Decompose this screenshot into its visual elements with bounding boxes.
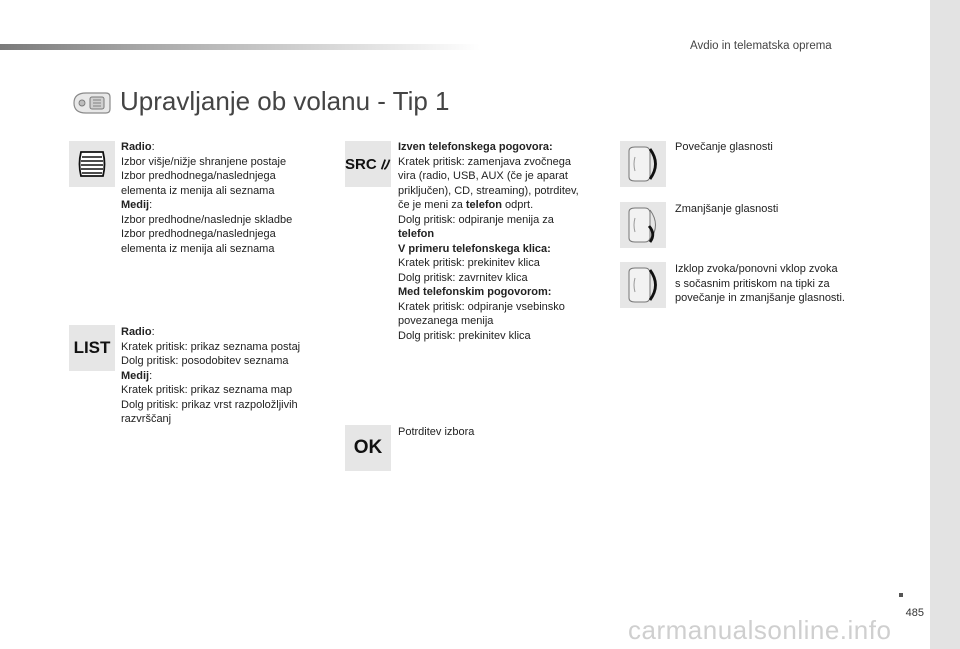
ok-button-description: Potrditev izbora	[398, 426, 475, 438]
mute-button-icon	[623, 264, 663, 306]
list-button-label: LIST	[73, 338, 111, 357]
page-number: 485	[905, 607, 924, 619]
scroll-wheel-tile	[69, 141, 115, 187]
watermark: carmanualsonline.info	[628, 615, 892, 645]
src-button-description: Izven telefonskega pogovora: Kratek pritisk: zamenjava zvočnega vira (radio, USB, AUX (če je aparat priključen), CD, streaming), potrditev, če je meni za telefon odprt. Dolg pritisk: odpiranje menija za telefon V primeru telefonskega klica: Kratek pritisk: prekinitev klica Dolg pritisk: zavrnitev klica Med telefonskim pogovorom: Kratek pritisk: odpiranje vsebinsko povezanega menija Dolg pritisk: prekinitev klica	[398, 141, 579, 342]
mute-description: Izklop zvoka/ponovni vklop zvoka s sočasnim pritiskom na tipki za povečanje in zmanjšanje glasnosti.	[675, 263, 845, 304]
scroll-wheel-description: Radio: Izbor višje/nižje shranjene postaje Izbor predhodnega/naslednjega elementa iz menija ali seznama Medij: Izbor predhodne/naslednje skladbe Izbor predhodnega/naslednjega elementa iz menija ali seznama	[121, 141, 293, 255]
page-side-band	[930, 0, 960, 649]
ok-button-tile	[345, 425, 391, 471]
phone-handset-icon	[379, 156, 391, 172]
volume-down-tile	[620, 202, 666, 248]
volume-up-tile	[620, 141, 666, 187]
src-button-label: SRC	[345, 155, 377, 173]
page-marker	[899, 593, 903, 597]
list-button-tile	[69, 325, 115, 371]
volume-up-button-icon	[623, 143, 663, 185]
volume-down-button-icon	[623, 204, 663, 246]
ok-button-label: OK	[353, 437, 383, 458]
list-button-description: Radio: Kratek pritisk: prikaz seznama postaj Dolg pritisk: posodobitev seznama Medij: Kratek pritisk: prikaz seznama map Dolg pritisk: prikaz vrst razpoložljivih razvrščanj	[121, 326, 301, 425]
page-title: Upravljanje ob volanu - Tip 1	[120, 86, 450, 116]
scroll-wheel-icon	[75, 148, 109, 180]
volume-down-description: Zmanjšanje glasnosti	[675, 203, 779, 215]
section-label: Avdio in telematska oprema	[690, 40, 832, 52]
mute-tile	[620, 262, 666, 308]
src-button-tile	[345, 141, 391, 187]
volume-up-description: Povečanje glasnosti	[675, 141, 773, 153]
steering-wheel-controls-icon	[70, 90, 112, 116]
header-rule	[0, 44, 480, 50]
